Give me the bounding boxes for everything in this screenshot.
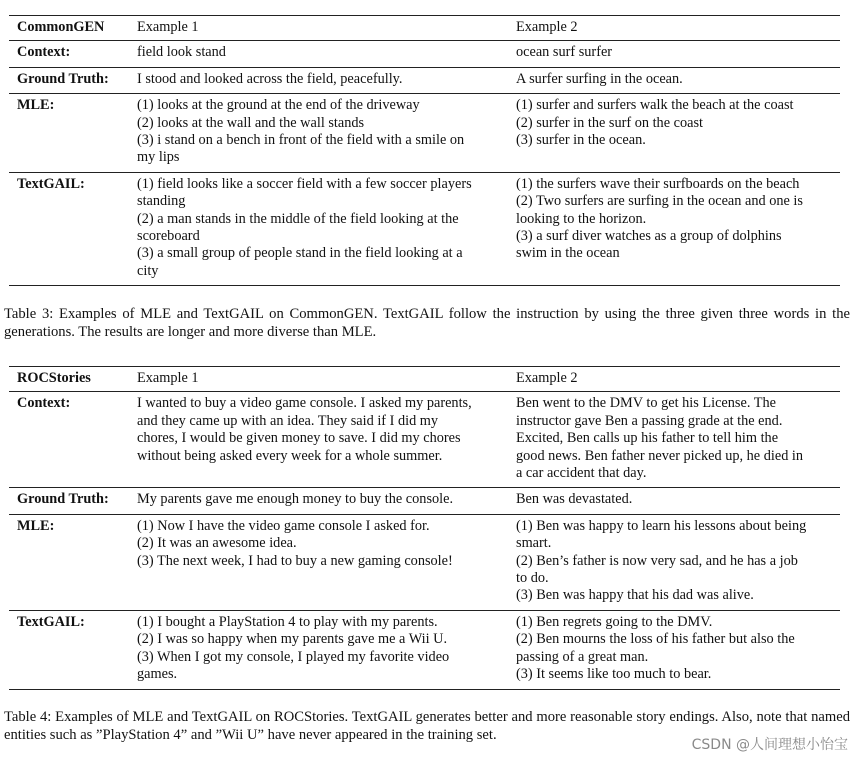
cell-example-2: [508, 67, 840, 93]
cell-text-line: (1) Ben was happy to learn his lessons about being: [516, 517, 807, 534]
table-row: [9, 392, 840, 488]
cell-text-line: My parents gave me enough money to buy the console.: [137, 491, 454, 508]
cell-text-line: city: [137, 262, 159, 279]
cell-example-2: [508, 488, 840, 514]
cell-text-line: (3) When I got my console, I played my favorite video: [137, 648, 450, 665]
cell-example-1: [129, 41, 508, 67]
table-header-example-2: Example 2: [508, 16, 840, 41]
row-label: Context:: [9, 392, 129, 488]
cell-text-line: ocean surf surfer: [516, 44, 613, 61]
cell-example-1: [129, 514, 508, 610]
cell-example-2: [508, 610, 840, 689]
row-label: TextGAIL:: [9, 610, 129, 689]
cell-example-1: [129, 94, 508, 173]
cell-text-line: (2) Two surfers are surfing in the ocean and one is: [516, 193, 803, 210]
table-4-caption: Table 4: Examples of MLE and TextGAIL on ROCStories. TextGAIL generates better and more reasonable story endings. Also, note that named entities such as ”PlayStation 4” and ”Wii U” have never appeared in the training set.: [4, 709, 850, 743]
cell-example-1: [129, 610, 508, 689]
cell-text-line: (3) a small group of people stand in the field looking at a: [137, 245, 463, 262]
cell-example-2: [508, 172, 840, 285]
watermark: CSDN @人间理想小怡宝: [691, 737, 848, 753]
cell-text-line: (3) Ben was happy that his dad was alive.: [516, 587, 754, 604]
cell-text-line: looking to the horizon.: [516, 210, 647, 227]
cell-text-line: (2) It was an awesome idea.: [137, 535, 297, 552]
cell-example-1: [129, 392, 508, 488]
cell-text-line: and they came up with an idea. They said if I did my: [137, 412, 439, 429]
cell-example-1: [129, 488, 508, 514]
cell-text-line: swim in the ocean: [516, 245, 620, 262]
table-row: [9, 172, 840, 285]
cell-text-line: (1) Ben regrets going to the DMV.: [516, 613, 713, 630]
cell-example-2: [508, 41, 840, 67]
table-row: [9, 488, 840, 514]
cell-example-2: [508, 392, 840, 488]
cell-text-line: (2) surfer in the surf on the coast: [516, 114, 703, 131]
cell-text-line: my lips: [137, 149, 180, 166]
table-row: [9, 94, 840, 173]
cell-text-line: A surfer surfing in the ocean.: [516, 70, 683, 87]
table-row: [9, 67, 840, 93]
cell-text-line: (2) a man stands in the middle of the field looking at the: [137, 210, 459, 227]
cell-text-line: Excited, Ben calls up his father to tell him the: [516, 430, 779, 447]
table-header-row: [9, 16, 840, 41]
cell-text-line: (1) I bought a PlayStation 4 to play with my parents.: [137, 613, 438, 630]
cell-text-line: I wanted to buy a video game console. I asked my parents,: [137, 395, 472, 412]
cell-text-line: (2) Ben’s father is now very sad, and he has a job: [516, 552, 798, 569]
table-4: [9, 366, 840, 690]
table-header-label: ROCStories: [9, 367, 129, 392]
row-label: Ground Truth:: [9, 67, 129, 93]
row-label: Context:: [9, 41, 129, 67]
cell-text-line: Ben went to the DMV to get his License. The: [516, 395, 776, 412]
cell-text-line: (1) looks at the ground at the end of the driveway: [137, 97, 420, 114]
cell-text-line: good news. Ben father never picked up, he died in: [516, 447, 804, 464]
cell-example-1: [129, 172, 508, 285]
row-label: MLE:: [9, 514, 129, 610]
cell-text-line: (1) Now I have the video game console I asked for.: [137, 517, 430, 534]
cell-text-line: chores, I would be given money to save. I did my chores: [137, 430, 461, 447]
cell-text-line: (2) Ben mourns the loss of his father but also the: [516, 631, 795, 648]
cell-text-line: a car accident that day.: [516, 465, 647, 482]
cell-text-line: I stood and looked across the field, peacefully.: [137, 70, 403, 87]
table-header-label: CommonGEN: [9, 16, 129, 41]
cell-text-line: (3) The next week, I had to buy a new gaming console!: [137, 552, 453, 569]
cell-text-line: without being asked every week for a whole summer.: [137, 447, 443, 464]
cell-example-2: [508, 94, 840, 173]
cell-text-line: (3) surfer in the ocean.: [516, 132, 646, 149]
cell-text-line: (3) It seems like too much to bear.: [516, 666, 712, 683]
cell-text-line: field look stand: [137, 44, 226, 61]
row-label: MLE:: [9, 94, 129, 173]
table-header-row: [9, 367, 840, 392]
cell-text-line: (1) field looks like a soccer field with a few soccer players: [137, 175, 472, 192]
cell-text-line: to do.: [516, 570, 549, 587]
row-label: TextGAIL:: [9, 172, 129, 285]
cell-text-line: scoreboard: [137, 228, 200, 245]
table-header-example-1: Example 1: [129, 367, 508, 392]
cell-text-line: (1) the surfers wave their surfboards on the beach: [516, 175, 800, 192]
table-row: [9, 514, 840, 610]
cell-text-line: (3) i stand on a bench in front of the field with a smile on: [137, 132, 465, 149]
table-3: [9, 15, 840, 286]
cell-text-line: games.: [137, 666, 178, 683]
table-3-caption: Table 3: Examples of MLE and TextGAIL on CommonGEN. TextGAIL follow the instruction by using the three given three words in the generations. The results are longer and more diverse than MLE.: [4, 306, 850, 340]
cell-text-line: (2) I was so happy when my parents gave me a Wii U.: [137, 631, 448, 648]
cell-text-line: passing of a great man.: [516, 648, 649, 665]
cell-text-line: smart.: [516, 535, 552, 552]
row-label: Ground Truth:: [9, 488, 129, 514]
table-row: [9, 610, 840, 689]
cell-text-line: Ben was devastated.: [516, 491, 633, 508]
table-header-example-1: Example 1: [129, 16, 508, 41]
cell-example-1: [129, 67, 508, 93]
cell-text-line: (2) looks at the wall and the wall stands: [137, 114, 365, 131]
cell-text-line: standing: [137, 193, 186, 210]
cell-text-line: (3) a surf diver watches as a group of dolphins: [516, 228, 782, 245]
table-header-example-2: Example 2: [508, 367, 840, 392]
cell-example-2: [508, 514, 840, 610]
cell-text-line: instructor gave Ben a passing grade at the end.: [516, 412, 783, 429]
cell-text-line: (1) surfer and surfers walk the beach at the coast: [516, 97, 794, 114]
table-row: [9, 41, 840, 67]
